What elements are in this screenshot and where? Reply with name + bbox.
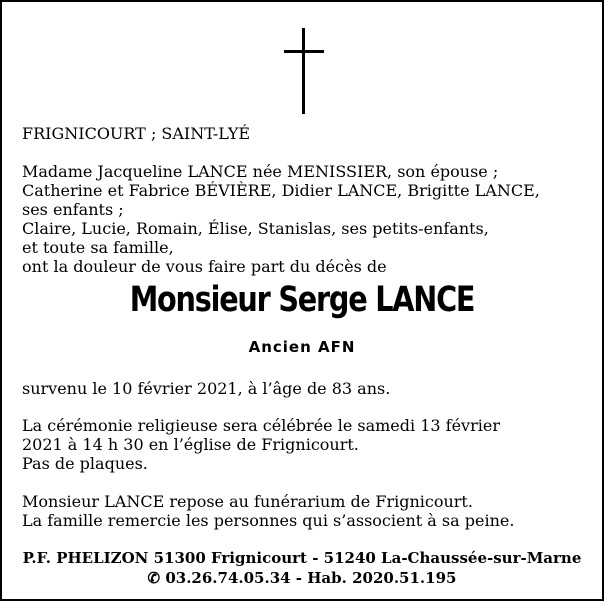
cross-icon: [284, 28, 324, 114]
family-line: Madame Jacqueline LANCE née MENISSIER, son épouse ;: [22, 162, 499, 181]
ceremony-line: Pas de plaques.: [22, 454, 148, 473]
family-line: Claire, Lucie, Romain, Élise, Stanislas, ses petits-enfants,: [22, 219, 489, 238]
ceremony-line: La cérémonie religieuse sera célébrée le samedi 13 février: [22, 416, 500, 435]
death-line: survenu le 10 février 2021, à l’âge de 83 ans.: [22, 379, 391, 398]
location-line: FRIGNICOURT ; SAINT-LYÉ: [22, 124, 251, 143]
deceased-name: Monsieur Serge LANCE: [129, 280, 475, 320]
rest-line: La famille remercie les personnes qui s’associent à sa peine.: [22, 511, 515, 530]
family-line: Catherine et Fabrice BÉVIÈRE, Didier LANCE, Brigitte LANCE,: [22, 181, 540, 200]
deceased-title: Ancien AFN: [248, 338, 356, 356]
funeral-home-line: P.F. PHELIZON 51300 Frignicourt - 51240 La-Chaussée-sur-Marne: [22, 549, 582, 567]
rest-block: [22, 492, 514, 530]
contact-line: ✆ 03.26.74.05.34 - Hab. 2020.51.195: [147, 569, 457, 587]
family-line: ses enfants ;: [22, 200, 124, 219]
family-line: ont la douleur de vous faire part du décès de: [22, 257, 387, 276]
rest-line: Monsieur LANCE repose au funérarium de Frignicourt.: [22, 492, 473, 511]
family-line: et toute sa famille,: [22, 238, 174, 257]
family-block: [22, 162, 540, 276]
ceremony-line: 2021 à 14 h 30 en l’église de Frignicourt.: [22, 435, 359, 454]
ceremony-block: [22, 416, 500, 473]
